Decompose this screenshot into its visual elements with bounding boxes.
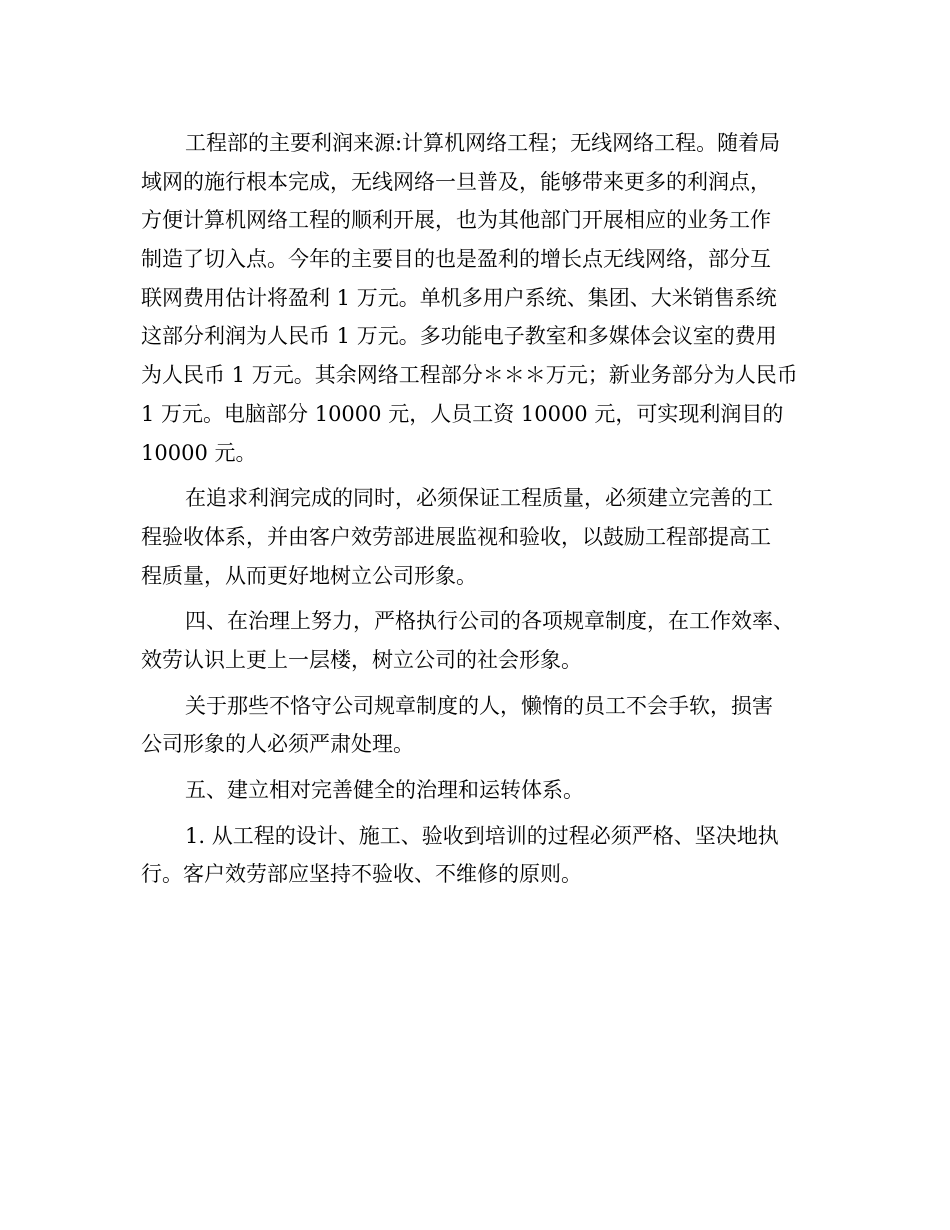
text-line: 方便计算机网络工程的顺利开展，也为其他部门开展相应的业务工作: [141, 208, 771, 233]
text-line: 程验收体系，并由客户效劳部进展监视和验收，以鼓励工程部提高工: [141, 524, 771, 549]
text-line: 制造了切入点。今年的主要目的也是盈利的增长点无线网络，部分互: [141, 247, 771, 272]
text-line: 关于那些不恪守公司规章制度的人，懒惰的员工不会手软，损害: [185, 693, 773, 718]
paragraph-quality: [141, 479, 821, 595]
text-line: 1. 从工程的设计、施工、验收到培训的过程必须严格、坚决地执: [185, 823, 779, 848]
section-heading: 五、建立相对完善健全的治理和运转体系。: [185, 778, 584, 802]
paragraph-section-five: [141, 771, 821, 810]
text-line: 这部分利润为人民币 1 万元。多功能电子教室和多媒体会议室的费用: [141, 324, 777, 349]
text-line: 联网费用估计将盈利 1 万元。单机多用户系统、集团、大米销售系统: [141, 285, 777, 310]
paragraph-item-one: [141, 817, 821, 894]
text-line: 效劳认识上更上一层楼，树立公司的社会形象。: [141, 647, 582, 672]
text-line: 为人民币 1 万元。其余网络工程部分＊＊＊万元；新业务部分为人民币: [141, 363, 798, 388]
text-line: 1 万元。电脑部分 10000 元，人员工资 10000 元，可实现利润目的: [141, 401, 784, 426]
paragraph-discipline: [141, 687, 821, 764]
paragraph-engineering-profit: [141, 124, 821, 472]
document-body: [141, 124, 821, 894]
paragraph-section-four: [141, 602, 821, 679]
text-line: 10000 元。: [141, 440, 257, 465]
text-line: 公司形象的人必须严肃处理。: [141, 732, 414, 757]
text-line: 工程部的主要利润来源:计算机网络工程；无线网络工程。随着局: [185, 131, 781, 155]
text-line: 四、在治理上努力，严格执行公司的各项规章制度，在工作效率、: [185, 609, 794, 634]
text-line: 行。客户效劳部应坚持不验收、不维修的原则。: [141, 862, 582, 887]
text-line: 程质量，从而更好地树立公司形象。: [141, 563, 477, 588]
text-line: 域网的施行根本完成，无线网络一旦普及，能够带来更多的利润点，: [141, 169, 771, 194]
text-line: 在追求利润完成的同时，必须保证工程质量，必须建立完善的工: [185, 486, 773, 511]
